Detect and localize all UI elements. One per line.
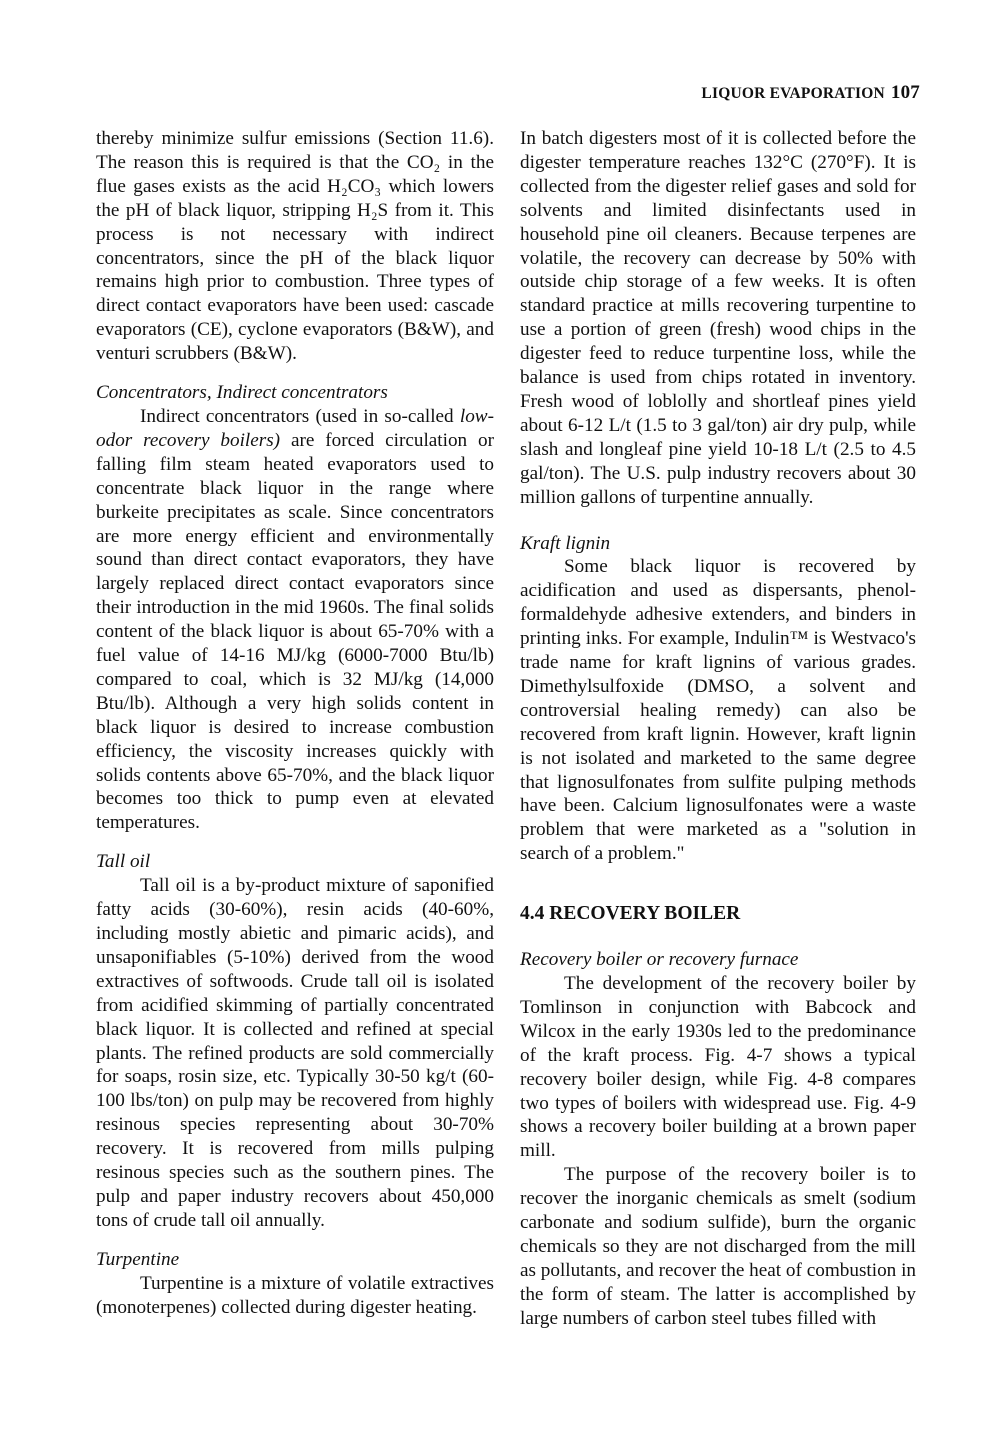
paragraph-recovery-development: The development of the recovery boiler by Tomlinson in conjunction with Babcock and Wilcox in the early 1930s led to the predominance of the kraft process. Fig. 4-7 shows a typical recovery boiler design, while Fig. 4-8 compares two types of boilers with widespread use. Fig. 4-9 shows a recovery boiler building at a brown paper mill. [520, 973, 916, 1162]
paragraph-kraft-lignin: Some black liquor is recovered by acidification and used as dispersants, phenol-formaldehyde adhesive extenders, and binders in printing inks. For example, Indulin™ is Westvaco's trade name for kraft lignins of various grades. Dimethylsulfoxide (DMSO, a solvent and controversial healing remedy) can also be recovered from kraft lignin. However, kraft lignin is not isolated and marketed to the same degree that lignosulfonates from sulfite pulping methods have been. Calcium lignosulfonates were a waste problem that were marketed as a "solution in search of a problem." [520, 556, 916, 865]
subheading-tall-oil: Tall oil [96, 851, 151, 873]
section-heading-recovery-boiler: 4.4 RECOVERY BOILER [520, 903, 741, 925]
subheading-kraft-lignin: Kraft lignin [520, 532, 611, 554]
paragraph-turpentine-continued: In batch digesters most of it is collected before the digester temperature reaches 132°C (270°F). It is collected from the digester relief gases and sold for solvents and limited disinfectants used in household pine oil cleaners. Because terpenes are volatile, the recovery can decrease by 50% with outside chip storage of a few weeks. It is often standard practice at mills recovering turpentine to use a portion of green (fresh) wood chips in the digester feed to reduce turpentine loss, while the balance is used from chips rotated in inventory. Fresh wood of loblolly and shortleaf pines yield about 6-12 L/t (1.5 to 3 gal/ton) air dry pulp, while slash and longleaf pine yield 10-18 L/t (2.5 to 4.5 gal/ton). The U.S. pulp industry recovers about 30 million gallons of turpentine annually. [520, 128, 916, 508]
paragraph-direct-contact: thereby minimize sulfur emissions (Section 11.6). The reason this is required is that the CO₂ in the flue gases exists as the acid H₂CO₃ which lowers the pH of black liquor, stripping H₂S from it. This process is not necessary with indirect concentrators, since the pH of the black liquor remains high prior to combustion. Three types of direct contact evaporators have been used: cascade evaporators (CE), cyclone evaporators (B&W), and venturi scrubbers (B&W). [96, 128, 494, 365]
subheading-recovery-boiler: Recovery boiler or recovery furnace [520, 949, 799, 971]
paragraph-concentrators [96, 405, 494, 835]
paragraph-recovery-purpose: The purpose of the recovery boiler is to recover the inorganic chemicals as smelt (sodium carbonate and sodium sulfide), burn the organic chemicals so they are not discharged from the mill as pollutants, and recover the heat of combustion in the form of steam. The latter is accomplished by large numbers of carbon steel tubes filled with [520, 1164, 916, 1329]
page-number: 107 [890, 82, 920, 103]
paragraph-concentrators-part1: Indirect concentrators (used in so-called [140, 405, 460, 427]
running-header [701, 82, 920, 104]
subheading-turpentine: Turpentine [96, 1248, 180, 1270]
paragraph-tall-oil: Tall oil is a by-product mixture of saponified fatty acids (30-60%), resin acids (40-60%, including mostly abietic and pimaric acids), and unsaponifiables (5-10%) derived from the wood extractives of softwoods. Crude tall oil is isolated from acidified skimming of partially concentrated black liquor. It is collected and refined at special plants. The refined products are sold commercially for soaps, rosin size, etc. Typically 30-50 kg/t (60-100 lbs/ton) on pulp may be recovered from highly resinous species representing about 30-70% recovery. It is recovered from mills pulping resinous species such as the southern pines. The pulp and paper industry recovers about 450,000 tons of crude tall oil annually. [96, 875, 494, 1231]
right-column [520, 127, 916, 1331]
subheading-concentrators: Concentrators, Indirect concentrators [96, 382, 388, 404]
paragraph-turpentine: Turpentine is a mixture of volatile extractives (monoterpenes) collected during digester heating. [96, 1272, 494, 1318]
left-column [96, 127, 494, 1320]
paragraph-concentrators-emphasis: low-odor recovery boilers) [96, 405, 494, 451]
running-header-title: LIQUOR EVAPORATION [701, 85, 885, 102]
paragraph-concentrators-part2: are forced circulation or falling film steam heated evaporators used to concentrate black liquor in the range where burkeite precipitates as scale. Since concentrators are more energy efficient and environmentally sound than direct contact evaporators, they have largely replaced direct contact evaporators since their introduction in the mid 1960s. The final solids content of the black liquor is about 65-70% with a fuel value of 14-16 MJ/kg (6000-7000 Btu/lb) compared to coal, which is 32 MJ/kg (14,000 Btu/lb). Although a very high solids content in black liquor is desired to increase combustion efficiency, the viscosity increases quickly with solids contents above 65-70%, and the black liquor becomes too thick to pump even at elevated temperatures. [96, 429, 494, 834]
